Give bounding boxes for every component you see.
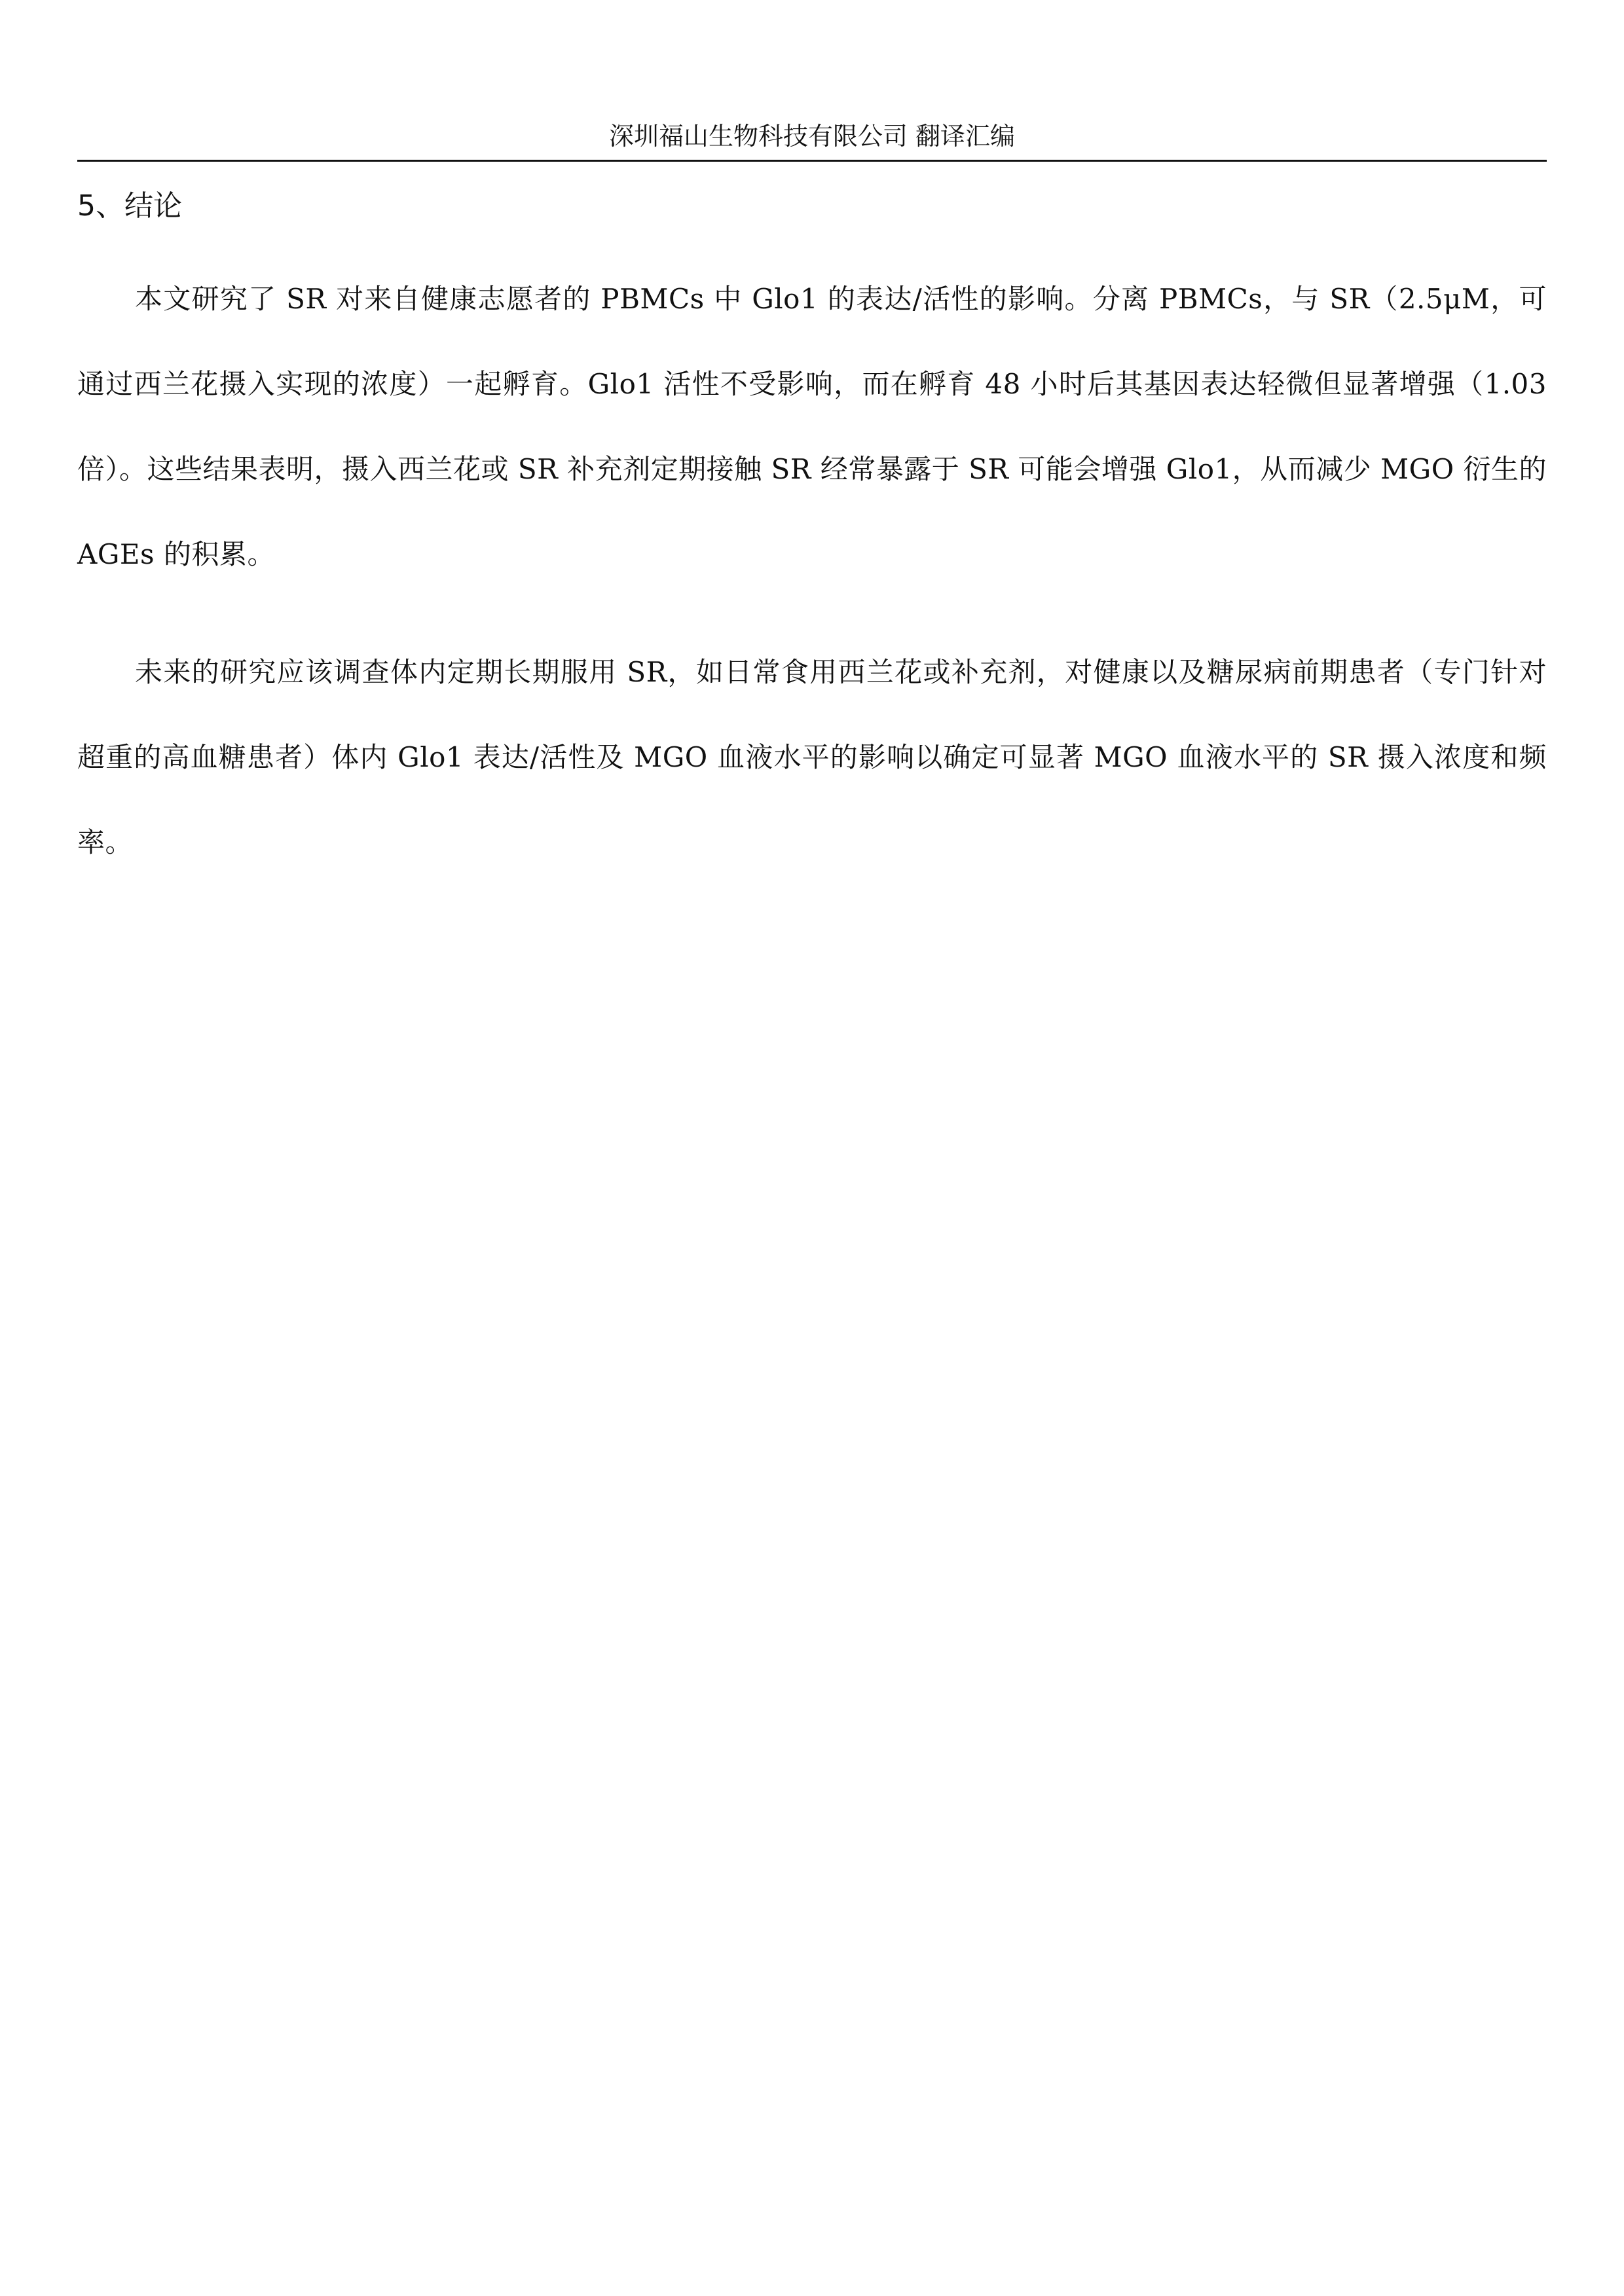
paragraph-future-research: 未来的研究应该调查体内定期长期服用 SR，如日常食用西兰花或补充剂，对健康以及糖尿病前期患者（专门针对超重的高血糖患者）体内 Glo1 表达/活性及 MGO 血液水平的影响以确定可显著 MGO 血液水平的 SR 摄入浓度和频率。 (77, 656, 1547, 858)
document-body (77, 183, 1547, 885)
header-divider (77, 160, 1547, 162)
section-title: 5、结论 (77, 189, 182, 223)
page-header: 深圳福山生物科技有限公司 翻译汇编 (608, 122, 1016, 151)
paragraph-conclusion: 本文研究了 SR 对来自健康志愿者的 PBMCs 中 Glo1 的表达/活性的影响。分离 PBMCs，与 SR（2.5μM，可通过西兰花摄入实现的浓度）一起孵育。Glo1 活性不受影响，而在孵育 48 小时后其基因表达轻微但显著增强（1.03 倍）。这些结果表明，摄入西兰花或 SR 补充剂定期接触 SR 经常暴露于 SR 可能会增强 Glo1，从而减少 MGO 衍生的 AGEs 的积累。 (77, 283, 1547, 570)
